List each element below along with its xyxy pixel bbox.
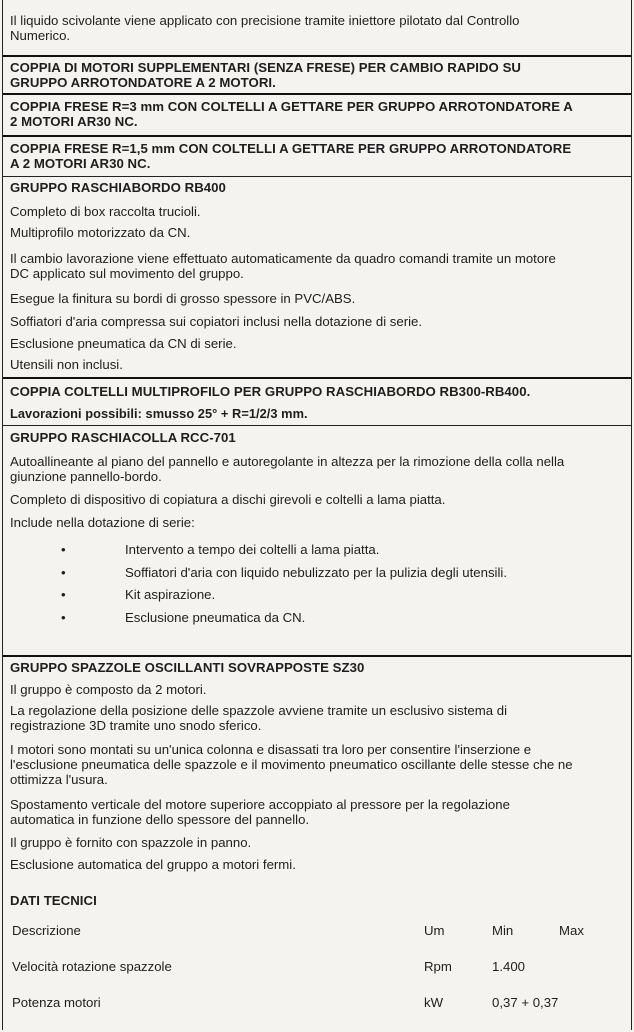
intro-text-line2: Numerico. [10, 28, 71, 43]
paragraph-line1: Il cambio lavorazione viene effettuato automaticamente da quadro comandi tramite un motore [10, 251, 556, 266]
section-title: GRUPPO RASCHIABORDO RB400 [10, 180, 226, 195]
table-cell: Potenza motori [12, 995, 101, 1010]
section-subtitle: Lavorazioni possibili: smusso 25° + R=1/2/3 mm. [10, 406, 308, 421]
table-header-cell: Max [559, 923, 584, 938]
table-cell: Rpm [424, 959, 452, 974]
paragraph-line2: registrazione 3D tramite uno snodo sferico. [10, 718, 262, 733]
table-header-cell: Descrizione [12, 923, 81, 938]
section-title: GRUPPO RASCHIACOLLA RCC-701 [10, 430, 236, 445]
paragraph: Completo di box raccolta trucioli. [10, 204, 201, 219]
table-row [3, 959, 631, 979]
intro-section [3, 0, 631, 56]
table-header-cell: Min [492, 923, 514, 938]
paragraph: Il gruppo è composto da 2 motori. [10, 682, 207, 697]
intro-text-line1: Il liquido scivolante viene applicato con precisione tramite iniettore pilotato dal Controllo [10, 13, 520, 28]
table-cell: Velocità rotazione spazzole [12, 959, 172, 974]
section-title-line2: 2 MOTORI AR30 NC. [10, 114, 138, 129]
section-title-line2: A 2 MOTORI AR30 NC. [10, 156, 151, 171]
table-cell: kW [424, 995, 444, 1010]
section-spazzole-sz30 [3, 655, 631, 1032]
paragraph-line2: automatica in funzione dello spessore del pannello. [10, 812, 310, 827]
paragraph-line1: Autoallineante al piano del pannello e autoregolante in altezza per la rimozione della colla nella [10, 454, 565, 469]
section-motori-supplementari [3, 55, 631, 95]
section-raschiabordo-rb400 [3, 176, 631, 379]
paragraph-line1: I motori sono montati su un'unica colonna e disassati tra loro per consentire l'inserzione e [10, 742, 532, 757]
paragraph: Esclusione automatica del gruppo a motori fermi. [10, 857, 296, 872]
section-frese-r3 [3, 93, 631, 137]
table-header-cell: Um [424, 923, 445, 938]
list-item-text: Soffiatori d'aria con liquido nebulizzato per la pulizia degli utensili. [125, 565, 508, 580]
dati-tecnici-table [3, 923, 631, 1023]
paragraph: Multiprofilo motorizzato da CN. [10, 225, 191, 240]
paragraph: Esegue la finitura su bordi di grosso spessore in PVC/ABS. [10, 291, 356, 306]
section-title-line1: COPPIA DI MOTORI SUPPLEMENTARI (SENZA FRESE) PER CAMBIO RAPIDO SU [10, 60, 521, 75]
paragraph-line1: Spostamento verticale del motore superiore accoppiato al pressore per la regolazione [10, 797, 510, 812]
paragraph-line2: giunzione pannello-bordo. [10, 469, 162, 484]
dati-tecnici-title: DATI TECNICI [10, 893, 97, 908]
paragraph: Il gruppo è fornito con spazzole in panno. [10, 835, 252, 850]
paragraph: Soffiatori d'aria compressa sui copiatori inclusi nella dotazione di serie. [10, 314, 423, 329]
paragraph: Esclusione pneumatica da CN di serie. [10, 336, 237, 351]
section-title: COPPIA COLTELLI MULTIPROFILO PER GRUPPO RASCHIABORDO RB300-RB400. [10, 384, 531, 399]
section-title-line2: GRUPPO ARROTONDATORE A 2 MOTORI. [10, 75, 276, 90]
paragraph-line2: DC applicato sul movimento del gruppo. [10, 266, 244, 281]
list-item-text: Intervento a tempo dei coltelli a lama piatta. [125, 542, 380, 557]
bullet-icon: • [61, 610, 66, 625]
paragraph-line2: l'esclusione pneumatica delle spazzole e il movimento pneumatico oscillante delle stesse che ne [10, 757, 573, 772]
table-cell: 1.400 [492, 959, 526, 974]
section-title: GRUPPO SPAZZOLE OSCILLANTI SOVRAPPOSTE SZ30 [10, 660, 365, 675]
bullet-icon: • [61, 587, 66, 602]
section-raschiacolla-rcc701 [3, 425, 631, 656]
table-row [3, 995, 631, 1015]
table-cell: 0,37 + 0,37 [492, 995, 559, 1010]
bullet-icon: • [61, 565, 66, 580]
paragraph-line3: ottimizza l'usura. [10, 772, 108, 787]
paragraph-line1: La regolazione della posizione delle spazzole avviene tramite un esclusivo sistema di [10, 703, 508, 718]
spec-table [2, 0, 632, 1030]
list-item-text: Esclusione pneumatica da CN. [125, 610, 306, 625]
paragraph: Include nella dotazione di serie: [10, 515, 195, 530]
table-header-row [3, 923, 631, 943]
list-item-text: Kit aspirazione. [125, 587, 216, 602]
section-coltelli-multiprofilo [3, 377, 631, 427]
section-title-line1: COPPIA FRESE R=1,5 mm CON COLTELLI A GETTARE PER GRUPPO ARROTONDATORE [10, 141, 572, 156]
paragraph: Completo di dispositivo di copiatura a dischi girevoli e coltelli a lama piatta. [10, 492, 446, 507]
section-frese-r15 [3, 135, 631, 179]
section-title-line1: COPPIA FRESE R=3 mm CON COLTELLI A GETTARE PER GRUPPO ARROTONDATORE A [10, 99, 573, 114]
paragraph: Utensili non inclusi. [10, 357, 123, 372]
bullet-icon: • [61, 542, 66, 557]
